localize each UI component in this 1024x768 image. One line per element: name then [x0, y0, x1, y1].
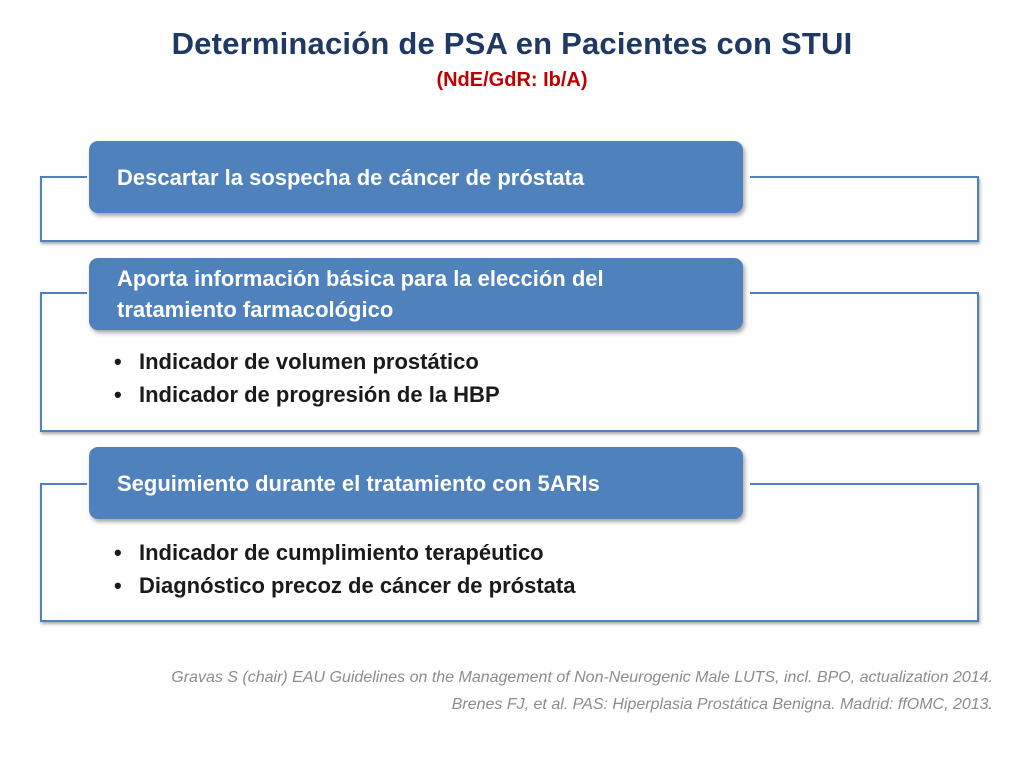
bullet-icon: • [114, 382, 122, 407]
bullet-text: Diagnóstico precoz de cáncer de próstata [139, 573, 576, 598]
bullet-text: Indicador de volumen prostático [139, 349, 479, 374]
list-item [114, 345, 500, 378]
reference-1: Gravas S (chair) EAU Guidelines on the Management of Non-Neurogenic Male LUTS, incl. BPO, actualization 2014. [171, 669, 993, 686]
references [171, 664, 993, 718]
evidence-level-subtitle: (NdE/GdR: Ib/A) [436, 69, 588, 91]
list-item [114, 378, 500, 411]
list-item [114, 569, 575, 602]
bullet-text: Indicador de progresión de la HBP [139, 382, 500, 407]
bullet-icon: • [114, 573, 122, 598]
reference-2: Brenes FJ, et al. PAS: Hiperplasia Prostática Benigna. Madrid: ffOMC, 2013. [451, 696, 993, 713]
bullet-icon: • [114, 349, 122, 374]
section-3-bullet-list [114, 536, 575, 602]
section-3-header-text: Seguimiento durante el tratamiento con 5ARIs [117, 470, 600, 496]
slide-title: Determinación de PSA en Pacientes con STUI [171, 26, 853, 61]
section-2-bullet-list [114, 345, 500, 411]
list-item [114, 536, 575, 569]
section-2-header-text: Aporta información básica para la elección del tratamiento farmacológico [117, 266, 604, 322]
section-2-header [89, 258, 743, 330]
bullet-text: Indicador de cumplimiento terapéutico [139, 540, 544, 565]
bullet-icon: • [114, 540, 122, 565]
section-1-header-text: Descartar la sospecha de cáncer de próstata [117, 164, 585, 190]
section-1-header [89, 141, 743, 213]
section-3-header [89, 447, 743, 519]
